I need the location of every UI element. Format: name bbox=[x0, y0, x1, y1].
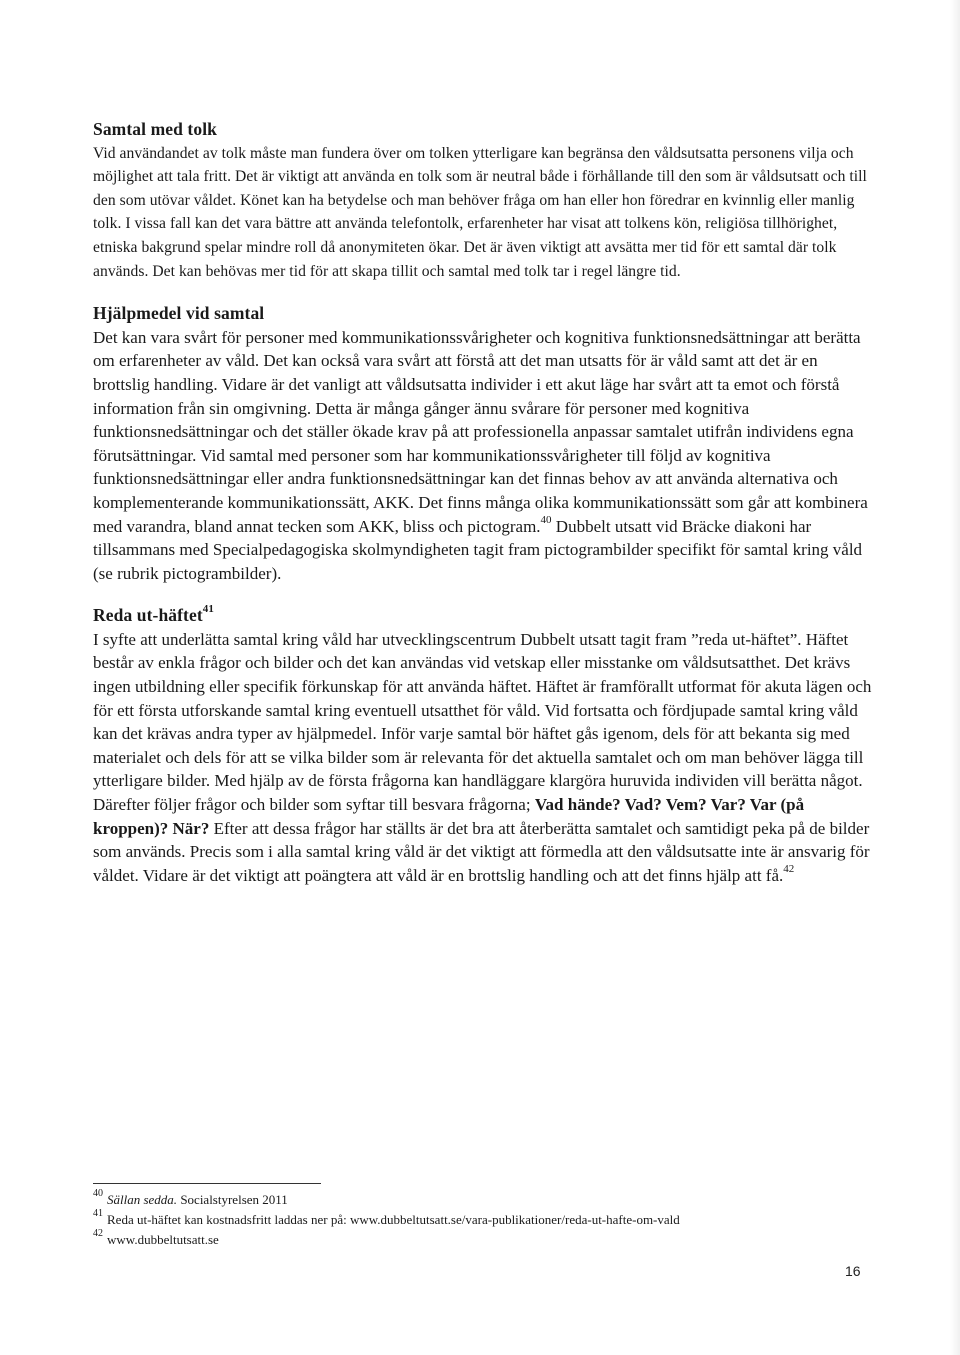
footnote-text: www.dubbeltutsatt.se bbox=[107, 1232, 219, 1247]
footnote-divider bbox=[93, 1183, 321, 1184]
section-heading: Hjälpmedel vid samtal bbox=[93, 303, 265, 324]
footnote-number: 42 bbox=[93, 1227, 103, 1239]
footnote-ref: 41 bbox=[202, 603, 214, 616]
section-hjalpmedel bbox=[93, 302, 873, 585]
footnote-text: Socialstyrelsen 2011 bbox=[177, 1192, 288, 1207]
section-reda-ut-haftet bbox=[93, 604, 873, 887]
paragraph-text: I syfte att underlätta samtal kring våld har utvecklingscentrum Dubbelt utsatt tagit fram ”reda ut-häftet”. Häftet består av enkla frågor och bilder och det kan användas vid vetskap eller misstanke om våldsutsatthet. Det krävs ingen utbildning eller specifik förkunskap för att använda häftet. Häftet är framförallt utformat för akuta lägen och för ett första utforskande samtal kring eventuell utsatthet för våld. Vid fortsatta och fördjupade samtal kring våld kan det krävas andra typer av hjälpmedel. Inför varje samtal bör häftet gås igenom, dels för att bekanta sig med materialet och dels för att se vilka bilder som är relevanta för det aktuella samtalet och om man behöver lägga till ytterligare bilder. Med hjälp av de första frågorna kan handläggare klargöra huruvida individen vill berätta något. Därefter följer frågor och bilder som syftar till besvara frågorna; bbox=[93, 629, 872, 815]
footnote bbox=[93, 1227, 893, 1250]
section-samtal-med-tolk bbox=[93, 118, 873, 283]
footnote-number: 40 bbox=[93, 1187, 103, 1199]
footnote bbox=[93, 1187, 893, 1210]
footnote-ref: 42 bbox=[783, 863, 795, 876]
bold-questions: Vad hände? Vad? Vem? Var? Var (på kroppen)? När? bbox=[93, 795, 805, 838]
section-heading: Samtal med tolk bbox=[93, 119, 217, 139]
page-edge bbox=[950, 0, 960, 1355]
paragraph-text: Vid användandet av tolk måste man fundera över om tolken ytterligare kan begränsa den våldsutsatta personens vilja och möjlighet att tala fritt. Det är viktigt att använda en tolk som är neutral både i förhållande till den som är våldsutsatt och till den som utövar våldet. Könet kan ha betydelse och man behöver fråga om han eller hon föredrar en kvinnlig eller manlig tolk. bbox=[93, 144, 867, 233]
paragraph-text: Efter att dessa frågor har ställts är det bra att återberätta samtalet och samtidigt peka på de bilder som används. Precis som i alla samtal kring våld är det viktigt att förmedla att den våldsutsatte inte är ansvarig för våldet. Vidare är det viktigt att poängtera att våld är en brottslig handling och att det finns hjälp att få. bbox=[93, 818, 870, 885]
section-paragraph bbox=[93, 628, 873, 888]
paragraph-text: I vissa fall kan det vara bättre att använda telefontolk, erfarenheter har visat att tolkens kön, religiösa tillhörighet, etniska bakgrund spelar mindre roll då anonymiteten ökar. Det är även viktigt att avsätta mer tid för ett samtal där tolk används. Det kan behövas mer tid för att skapa tillit och samtal med tolk tar i regel längre tid. bbox=[93, 215, 838, 280]
paragraph-text: Det kan vara svårt för personer med kommunikationssvårigheter och kognitiva funktionsnedsättningar att berätta om erfarenheter av våld. Det kan också vara svårt att förstå att det man utsatts för är våld samt att det är en brottslig handling. Vidare är det vanligt att våldsutsatta individer i ett akut läge har svårt att ta emot och förstå information från sin omgivning. Detta är många gånger ännu svårare för personer med kognitiva funktionsnedsättningar och det ställer ökade krav på att professionella anpassar samtalet utifrån individens egna förutsättningar. Vid samtal med personer som har kommunikationssvårigheter till följd av kognitiva funktionsnedsättningar eller andra funktionsnedsättningar kan det finnas behov av att använda alternativa och komplementerande kommunikationssätt, AKK. Det finns många olika kommunikationssätt som går att kombinera med varandra, bland annat tecken som AKK, bliss och pictogram. bbox=[93, 327, 868, 536]
section-paragraph bbox=[93, 142, 873, 284]
footnote-title: Sällan sedda. bbox=[107, 1192, 178, 1207]
section-paragraph bbox=[93, 326, 873, 586]
footnote-number: 41 bbox=[93, 1207, 103, 1219]
body-text bbox=[93, 118, 873, 887]
paragraph-text: Dubbelt utsatt vid Bräcke diakoni har tillsammans med Specialpedagogiska skolmyndigheten tagit fram pictogrambilder specifikt för samtal kring våld (se rubrik pictogrambilder). bbox=[93, 516, 863, 583]
page-number: 16 bbox=[845, 1263, 861, 1279]
footnote-ref: 40 bbox=[540, 513, 552, 526]
footnotes bbox=[93, 1187, 893, 1250]
footnote-text: Reda ut-häftet kan kostnadsfritt laddas ner på: www.dubbeltutsatt.se/vara-publikationer/reda-ut-hafte-om-vald bbox=[107, 1212, 680, 1227]
footnote bbox=[93, 1207, 893, 1230]
section-heading bbox=[93, 604, 873, 628]
heading-text: Reda ut-häftet bbox=[93, 605, 203, 626]
